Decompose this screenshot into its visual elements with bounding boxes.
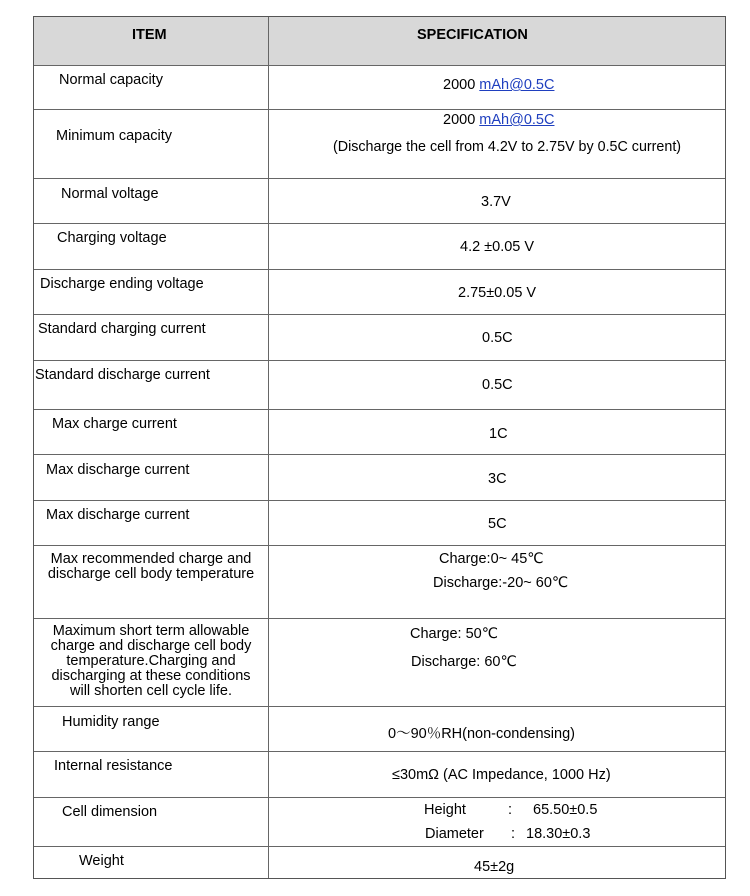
capacity-unit-link[interactable]: mAh@0.5C <box>479 112 555 128</box>
table-row <box>34 110 725 179</box>
specification-table <box>33 16 726 879</box>
table-row <box>34 546 725 619</box>
header-spec-cell <box>269 17 725 65</box>
spec-value: 0.5C <box>482 330 513 346</box>
spec-value: 5C <box>488 516 507 532</box>
spec-value: 0～90％RH(non-condensing) <box>388 726 575 742</box>
table-header-row <box>34 17 725 66</box>
spec-note: (Discharge the cell from 4.2V to 2.75V by 0.5C current) <box>333 139 682 155</box>
header-item-cell <box>34 17 269 65</box>
table-row <box>34 315 725 361</box>
table-row <box>34 707 725 752</box>
table-row <box>34 752 725 798</box>
spec-charge-temp: Charge: 50℃ <box>410 626 499 642</box>
capacity-unit-link[interactable]: mAh@0.5C <box>479 77 555 93</box>
item-label: Max charge current <box>52 416 177 432</box>
diameter-label: Diameter <box>425 826 484 842</box>
diameter-value: 18.30±0.3 <box>526 826 591 842</box>
item-label: Minimum capacity <box>56 128 173 144</box>
table-row <box>34 501 725 546</box>
spec-value: 4.2 ±0.05 V <box>460 239 535 255</box>
item-label: Charging voltage <box>57 230 167 246</box>
table-row <box>34 361 725 410</box>
table-row <box>34 66 725 110</box>
item-label: Max recommended charge and discharge cell body temperature <box>47 551 255 582</box>
spec-charge-temp: Charge:0~ 45℃ <box>439 551 544 567</box>
table-row <box>34 455 725 501</box>
diameter-separator: : <box>511 826 516 842</box>
table-row <box>34 179 725 224</box>
spec-discharge-temp: Discharge:-20~ 60℃ <box>433 575 569 591</box>
header-spec-label: SPECIFICATION <box>417 27 528 43</box>
spec-value: 2.75±0.05 V <box>458 285 537 301</box>
height-value: 65.50±0.5 <box>533 802 598 818</box>
item-label: Standard charging current <box>38 321 206 337</box>
spec-value: 3.7V <box>481 194 511 210</box>
table-row <box>34 847 725 878</box>
table-row <box>34 270 725 315</box>
item-label: Max discharge current <box>46 507 190 523</box>
spec-value: ≤30mΩ (AC Impedance, 1000 Hz) <box>392 767 611 783</box>
spec-value: 2000 mAh@0.5C <box>443 77 555 93</box>
item-label: Humidity range <box>62 714 160 730</box>
height-separator: : <box>508 802 513 818</box>
spec-value: 1C <box>489 426 508 442</box>
item-label: Standard discharge current <box>35 367 210 383</box>
table-row <box>34 619 725 707</box>
spec-value: 2000 mAh@0.5C <box>443 112 555 128</box>
spec-value: 3C <box>488 471 507 487</box>
spec-value: 0.5C <box>482 377 513 393</box>
height-label: Height <box>424 802 466 818</box>
header-item-label: ITEM <box>132 27 167 43</box>
item-label: Weight <box>79 853 124 869</box>
item-label: Maximum short term allowable charge and discharge cell body temperature.Charging and discharging at these conditions will shorten cell cycle life. <box>50 623 252 699</box>
item-label: Normal capacity <box>59 72 163 88</box>
item-label: Internal resistance <box>54 758 173 774</box>
spec-value: 45±2g <box>474 859 515 875</box>
table-row <box>34 798 725 847</box>
item-label: Cell dimension <box>62 804 158 820</box>
table-row <box>34 224 725 270</box>
table-row <box>34 410 725 455</box>
spec-discharge-temp: Discharge: 60℃ <box>411 654 517 670</box>
item-label: Max discharge current <box>46 462 190 478</box>
item-label: Discharge ending voltage <box>40 276 204 292</box>
item-label: Normal voltage <box>61 186 159 202</box>
